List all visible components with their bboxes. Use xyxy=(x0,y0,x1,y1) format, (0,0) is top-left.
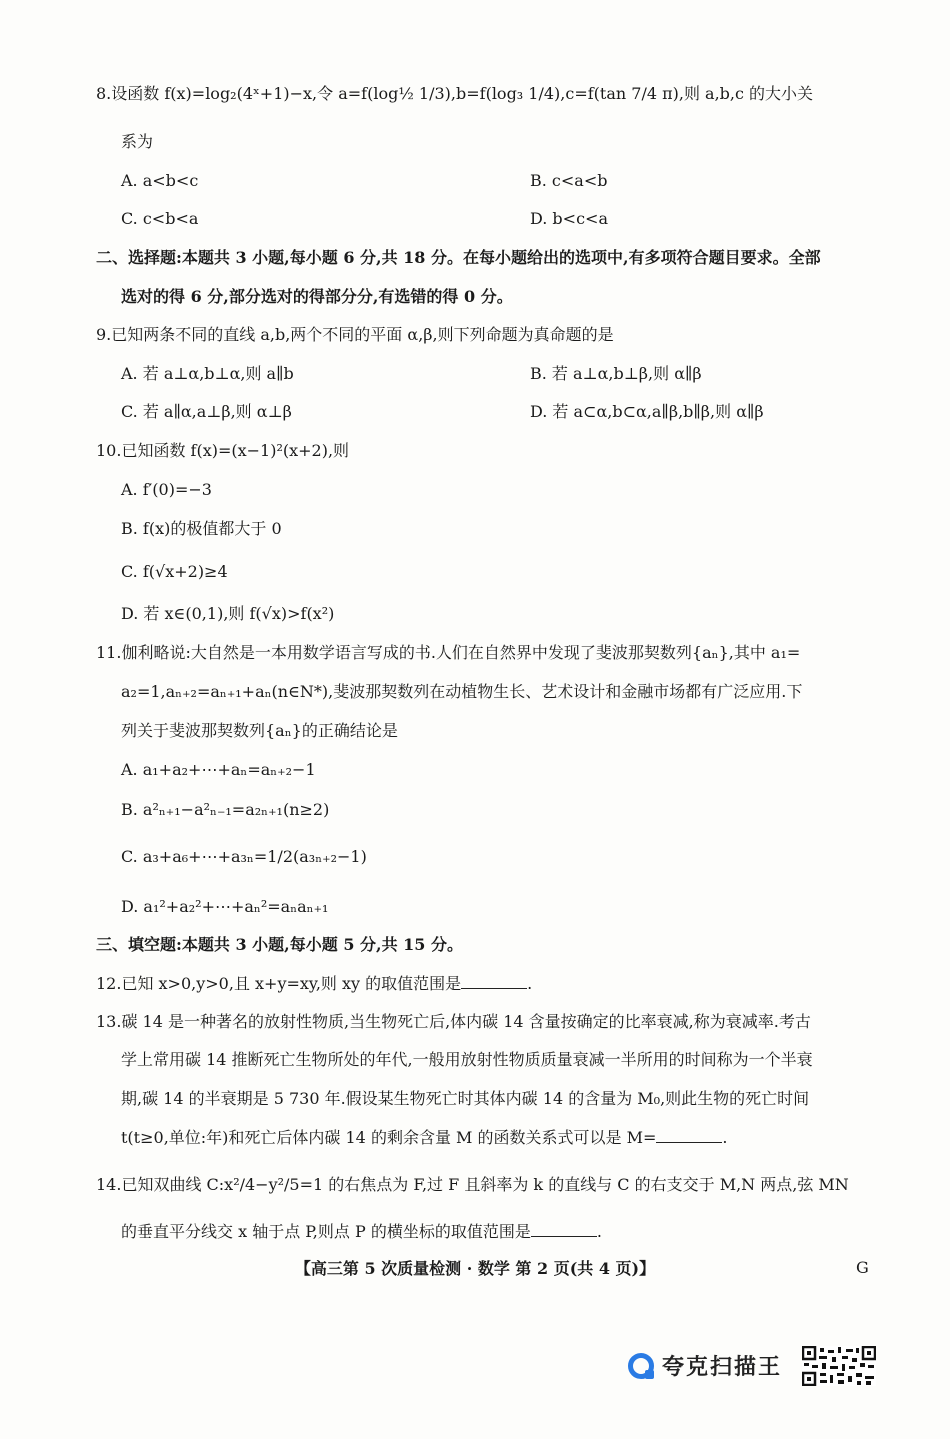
q8-option-b: B. c<a<b xyxy=(530,171,608,190)
scanner-watermark xyxy=(628,1350,782,1381)
q9-option-a: A. 若 a⊥α,b⊥α,则 a∥b xyxy=(121,364,294,383)
q10-stem: 10.已知函数 f(x)=(x−1)²(x+2),则 xyxy=(96,441,350,460)
q13-line1: 13.碳 14 是一种著名的放射性物质,当生物死亡后,体内碳 14 含量按确定的比率衰减,称为衰减率.考古 xyxy=(96,1012,811,1031)
q10-option-d: D. 若 x∈(0,1),则 f(√x)>f(x²) xyxy=(121,604,335,623)
q12-text: 12.已知 x>0,y>0,且 x+y=xy,则 xy 的取值范围是 xyxy=(96,974,462,993)
q13-answer-blank[interactable] xyxy=(656,1130,722,1143)
q13-text: t(t≥0,单位:年)和死亡后体内碳 14 的剩余含量 M 的函数关系式可以是 M= xyxy=(121,1128,657,1147)
q13-period: . xyxy=(722,1128,728,1147)
q8-option-a: A. a<b<c xyxy=(121,171,199,190)
section-2-heading-cont: 选对的得 6 分,部分选对的得部分分,有选错的得 0 分。 xyxy=(121,287,513,306)
q13-line2: 学上常用碳 14 推断死亡生物所处的年代,一般用放射性物质质量衰减一半所用的时间称为一个半衰 xyxy=(121,1050,813,1069)
q14-text: 的垂直平分线交 x 轴于点 P,则点 P 的横坐标的取值范围是 xyxy=(121,1222,531,1241)
q13-line3: 期,碳 14 的半衰期是 5 730 年.假设某生物死亡时其体内碳 14 的含量为 M₀,则此生物的死亡时间 xyxy=(121,1089,810,1108)
q14-line2 xyxy=(121,1222,602,1241)
section-2-heading: 二、选择题:本题共 3 小题,每小题 6 分,共 18 分。在每小题给出的选项中,有多项符合题目要求。全部 xyxy=(96,248,821,267)
q12-answer-blank[interactable] xyxy=(461,976,527,989)
scanner-watermark-text: 夸克扫描王 xyxy=(662,1355,783,1380)
q9-option-c: C. 若 a∥α,a⊥β,则 α⊥β xyxy=(121,402,292,421)
q10-option-a: A. f′(0)=−3 xyxy=(121,480,212,499)
q10-option-b: B. f(x)的极值都大于 0 xyxy=(121,519,282,538)
version-mark: G xyxy=(856,1258,869,1277)
q11-option-d: D. a₁²+a₂²+⋯+aₙ²=aₙaₙ₊₁ xyxy=(121,897,329,916)
q8-option-c: C. c<b<a xyxy=(121,209,199,228)
q14-answer-blank[interactable] xyxy=(531,1224,597,1237)
q9-option-d: D. 若 a⊂α,b⊂α,a∥β,b∥β,则 α∥β xyxy=(530,402,764,421)
scanner-logo-icon xyxy=(628,1353,654,1379)
q14-line1: 14.已知双曲线 C:x²/4−y²/5=1 的右焦点为 F,过 F 且斜率为 k 的直线与 C 的右支交于 M,N 两点,弦 MN xyxy=(96,1175,849,1194)
q11-option-a: A. a₁+a₂+⋯+aₙ=aₙ₊₂−1 xyxy=(121,760,316,779)
q11-option-c: C. a₃+a₆+⋯+a₃ₙ=1/2(a₃ₙ₊₂−1) xyxy=(121,847,367,866)
q11-stem-line1: 11.伽利略说:大自然是一本用数学语言写成的书.人们在自然界中发现了斐波那契数列{aₙ},其中 a₁= xyxy=(96,643,801,662)
q14-period: . xyxy=(596,1222,602,1241)
q11-stem-line3: 列关于斐波那契数列{aₙ}的正确结论是 xyxy=(121,721,398,740)
q12-period: . xyxy=(527,974,533,993)
q9-option-b: B. 若 a⊥α,b⊥β,则 α∥β xyxy=(530,364,702,383)
q8-option-d: D. b<c<a xyxy=(530,209,608,228)
q10-option-c: C. f(√x+2)≥4 xyxy=(121,562,228,581)
q11-option-b: B. a²ₙ₊₁−a²ₙ₋₁=a₂ₙ₊₁(n≥2) xyxy=(121,800,330,819)
qr-code-icon xyxy=(802,1346,876,1386)
q13-line4 xyxy=(121,1128,727,1147)
q11-stem-line2: a₂=1,aₙ₊₂=aₙ₊₁+aₙ(n∈N*),斐波那契数列在动植物生长、艺术设计和金融市场都有广泛应用.下 xyxy=(121,682,803,701)
q9-stem: 9.已知两条不同的直线 a,b,两个不同的平面 α,β,则下列命题为真命题的是 xyxy=(96,325,614,344)
q12-stem xyxy=(96,974,532,993)
page-footer: 【高三第 5 次质量检测 · 数学 第 2 页(共 4 页)】 xyxy=(294,1259,656,1278)
q8-stem-line1: 8.设函数 f(x)=log₂(4ˣ+1)−x,令 a=f(log½ 1/3),b=f(log₃ 1/4),c=f(tan 7/4 π),则 a,b,c 的大小关 xyxy=(96,84,814,103)
q8-stem-line2: 系为 xyxy=(121,132,154,151)
section-3-heading: 三、填空题:本题共 3 小题,每小题 5 分,共 15 分。 xyxy=(96,935,464,954)
